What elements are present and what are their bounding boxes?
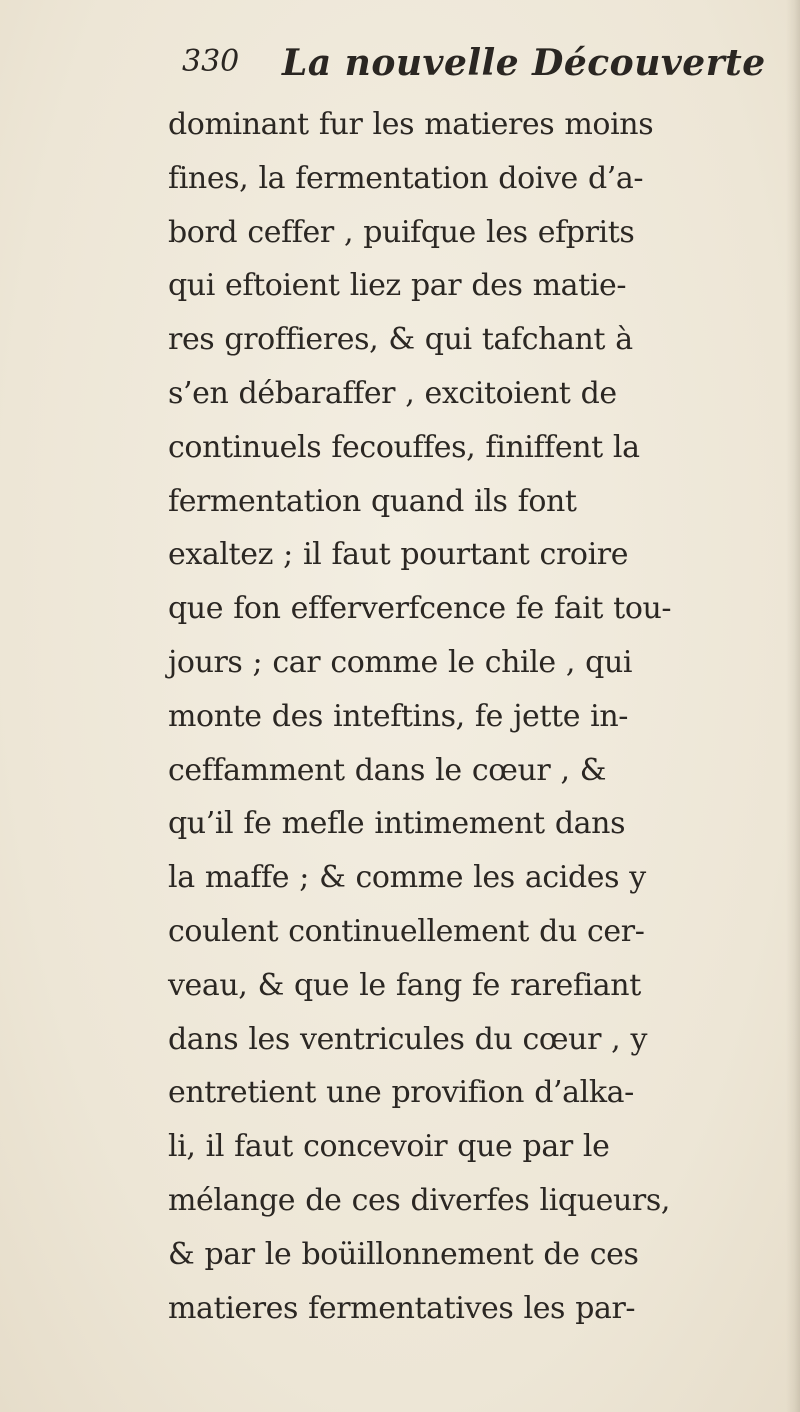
text-line: la maffe ; & comme les acides y bbox=[168, 860, 646, 896]
text-line: fermentation quand ils font bbox=[168, 483, 577, 519]
text-line: que fon efferverfcence fe fait tou- bbox=[168, 591, 672, 627]
body-text bbox=[168, 98, 796, 1335]
text-line: bord ceffer , puifque les efprits bbox=[168, 214, 635, 250]
page-number: 330 bbox=[182, 44, 240, 79]
text-line: continuels fecouffes, finiffent la bbox=[168, 429, 640, 465]
text-line: veau, & que le fang fe rarefiant bbox=[168, 967, 641, 1003]
text-line: s’en débaraffer , excitoient de bbox=[168, 375, 617, 411]
text-line: qui eftoient liez par des matie- bbox=[168, 268, 627, 304]
text-line: res groffieres, & qui tafchant à bbox=[168, 322, 633, 358]
text-line: ceffamment dans le cœur , & bbox=[168, 752, 607, 788]
text-line: coulent continuellement du cer- bbox=[168, 913, 645, 949]
text-line: monte des inteftins, fe jette in- bbox=[168, 698, 629, 734]
text-line: dominant fur les matieres moins bbox=[168, 107, 654, 142]
running-title: La nouvelle Découverte bbox=[282, 42, 766, 84]
text-line: li, il faut concevoir que par le bbox=[168, 1129, 610, 1165]
text-line: jours ; car comme le chile , qui bbox=[168, 644, 633, 680]
text-line: mélange de ces diverfes liqueurs, bbox=[168, 1182, 670, 1218]
text-line: fines, la fermentation doive d’a- bbox=[168, 160, 644, 196]
page-header bbox=[182, 38, 782, 94]
text-line: matieres fermentatives les par- bbox=[168, 1290, 636, 1326]
text-line: exaltez ; il faut pourtant croire bbox=[168, 537, 629, 573]
text-line: entretient une provifion d’alka- bbox=[168, 1075, 634, 1111]
text-line: dans les ventricules du cœur , y bbox=[168, 1021, 647, 1057]
text-line: qu’il fe mefle intimement dans bbox=[168, 806, 626, 842]
text-line: & par le boüillonnement de ces bbox=[168, 1236, 639, 1272]
